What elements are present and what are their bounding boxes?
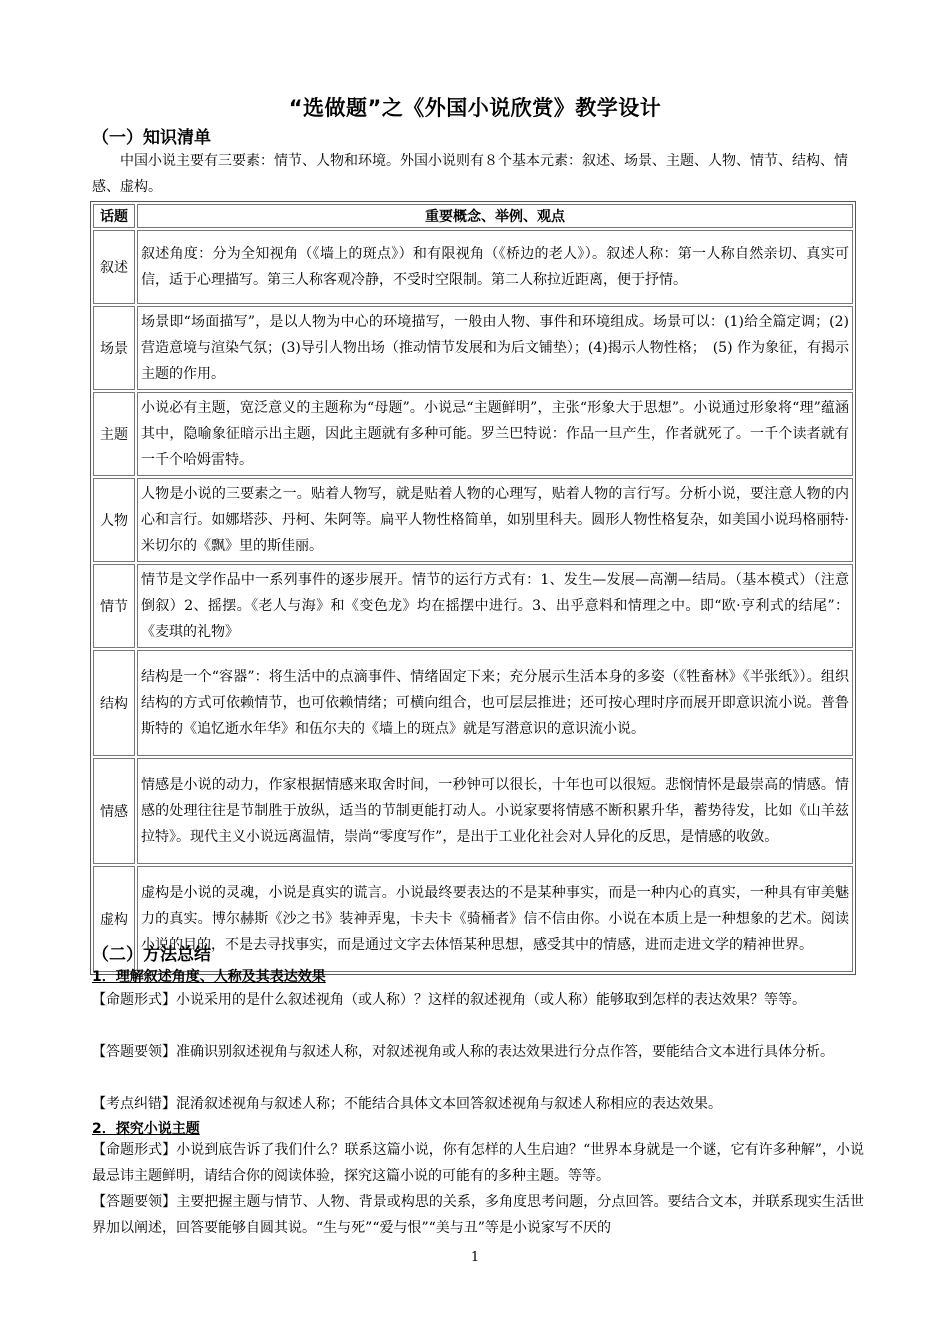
method-paragraph [92, 1189, 864, 1241]
method-text: 小说采用的是什么叙述视角（或人称）？这样的叙述视角（或人称）能够取到怎样的表达效果？等等。 [176, 992, 806, 1008]
row-content: 情感是小说的动力，作家根据情感来取舍时间，一秒钟可以很长，十年也可以很短。悲悯情怀是最崇高的情感。情感的处理往往是节制胜于放纵，适当的节制更能打动人。小说家要将情感不断积累升华，蓄势待发，比如《山羊兹拉特》。现代主义小说远离温情，崇尚“零度写作”，是出于工业化社会对人异化的反思，是情感的收敛。 [137, 758, 853, 864]
table-header-row [93, 204, 853, 228]
method-paragraph [92, 1039, 864, 1065]
method-text: 混淆叙述视角与叙述人称；不能结合具体文本回答叙述视角与叙述人称相应的表达效果。 [176, 1096, 722, 1112]
row-content: 情节是文学作品中一系列事件的逐步展开。情节的运行方式有：1、发生—发展—高潮—结局。（基本模式）（注意倒叙）2、摇摆。《老人与海》和《变色龙》均在摇摆中进行。3、出乎意料和情理之中。即“欧·亨利式的结尾”：《麦琪的礼物》 [137, 564, 853, 648]
row-content: 叙述角度：分为全知视角（《墙上的斑点》）和有限视角（《桥边的老人》）。叙述人称：第一人称自然亲切、真实可信，适于心理描写。第三人称客观冷静，不受时空限制。第二人称拉近距离，便于抒情。 [137, 230, 853, 304]
table-row [93, 392, 853, 476]
method-tag: 【命题形式】 [92, 992, 176, 1008]
row-topic: 结构 [93, 650, 135, 756]
table-row [93, 758, 853, 864]
table-row [93, 478, 853, 562]
method-tag: 【答题要领】 [92, 1044, 176, 1060]
row-topic: 虚构 [93, 866, 135, 972]
method-paragraph [92, 987, 864, 1013]
method-text: 准确识别叙述视角与叙述人称，对叙述视角或人称的表达效果进行分点作答，要能结合文本进行具体分析。 [176, 1044, 834, 1060]
row-content: 结构是一个“容器”：将生活中的点滴事件、情绪固定下来；充分展示生活本身的多姿（《牲畜林》《半张纸》）。组织结构的方式可依赖情节，也可依赖情绪；可横向组合，也可层层推进；还可按心理时序而展开即意识流小说。普鲁斯特的《追忆逝水年华》和伍尔夫的《墙上的斑点》就是写潜意识的意识流小说。 [137, 650, 853, 756]
method-title-1: 1．理解叙述角度、人称及其表达效果 [92, 969, 326, 985]
section-heading-methods: （二）方法总结 [92, 945, 211, 965]
row-topic: 情感 [93, 758, 135, 864]
section-heading-knowledge: （一）知识清单 [92, 128, 211, 148]
page-number: 1 [470, 1250, 480, 1265]
method-tag: 【考点纠错】 [92, 1096, 176, 1112]
row-content: 场景即“场面描写”，是以人物为中心的环境描写，一般由人物、事件和环境组成。场景可以：(1)给全篇定调；(2)营造意境与渲染气氛；(3)导引人物出场（推动情节发展和为后文铺垫）；(4)揭示人物性格； (5) 作为象征，有揭示主题的作用。 [137, 306, 853, 390]
row-topic: 人物 [93, 478, 135, 562]
method-tag: 【命题形式】 [92, 1142, 177, 1158]
method-text: 主要把握主题与情节、人物、背景或构思的关系，多角度思考问题，分点回答。要结合文本，并联系现实生活世界加以阐述，回答要能够自圆其说。“生与死”“爱与恨”“美与丑”等是小说家写不厌的 [92, 1194, 865, 1236]
row-topic: 主题 [93, 392, 135, 476]
row-content: 虚构是小说的灵魂，小说是真实的谎言。小说最终要表达的不是某种事实，而是一种内心的真实，一种具有审美魅力的真实。博尔赫斯《沙之书》装神弄鬼，卡夫卡《骑桶者》信不信由你。小说在本质上是一种想象的艺术。阅读小说的目的，不是去寻找事实，而是通过文字去体悟某种思想，感受其中的情感，进而走进文学的精神世界。 [137, 866, 853, 972]
table-row [93, 230, 853, 304]
method-title-2: 2．探究小说主题 [92, 1121, 200, 1137]
row-topic: 情节 [93, 564, 135, 648]
intro-paragraph: 中国小说主要有三要素：情节、人物和环境。外国小说则有８个基本元素：叙述、场景、主题、人物、情节、结构、情感、虚构。 [92, 153, 848, 195]
knowledge-table [90, 201, 856, 975]
method-tag: 【答题要领】 [92, 1194, 177, 1210]
method-paragraph [92, 1091, 864, 1117]
row-content: 人物是小说的三要素之一。贴着人物写，就是贴着人物的心理写，贴着人物的言行写。分析小说，要注意人物的内心和言行。如娜塔莎、丹柯、朱阿等。扁平人物性格简单，如别里科夫。圆形人物性格复杂，如美国小说玛格丽特·米切尔的《飘》里的斯佳丽。 [137, 478, 853, 562]
header-content: 重要概念、举例、观点 [137, 204, 853, 228]
row-topic: 场景 [93, 306, 135, 390]
row-topic: 叙述 [93, 230, 135, 304]
method-paragraph [92, 1137, 864, 1189]
table-row [93, 306, 853, 390]
method-text: 小说到底告诉了我们什么？联系这篇小说，你有怎样的人生启迪？“世界本身就是一个谜，它有许多种解”，小说最忌讳主题鲜明，请结合你的阅读体验，探究这篇小说的可能有的多种主题。等等。 [92, 1142, 865, 1184]
header-topic: 话题 [93, 204, 135, 228]
table-row [93, 564, 853, 648]
document-title: “选做题”之《外国小说欣赏》教学设计 [288, 96, 662, 120]
row-content: 小说必有主题，宽泛意义的主题称为“母题”。小说忌“主题鲜明”，主张“形象大于思想”。小说通过形象将“理”蕴涵其中，隐喻象征暗示出主题，因此主题就有多种可能。罗兰巴特说：作品一旦产生，作者就死了。一千个读者就有一千个哈姆雷特。 [137, 392, 853, 476]
table-row [93, 650, 853, 756]
